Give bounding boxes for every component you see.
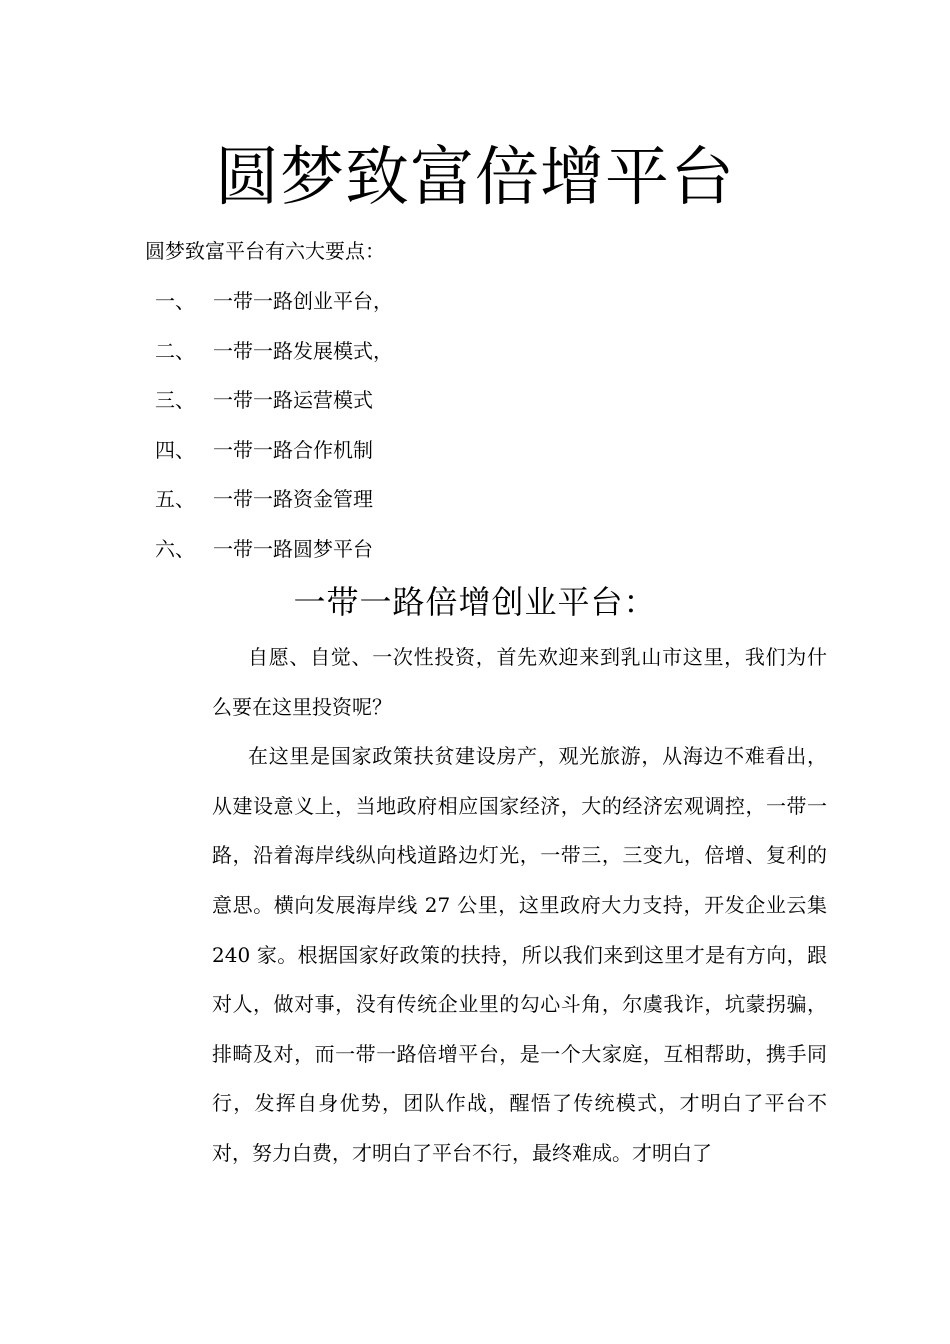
intro-text: 圆梦致富平台有六大要点：	[145, 239, 385, 263]
list-item-number: 五、	[155, 487, 195, 512]
document-title: 圆梦致富倍增平台	[215, 141, 735, 215]
list-item-text: 一带一路运营模式	[213, 388, 373, 413]
list-item	[155, 435, 393, 485]
list-item	[155, 534, 393, 584]
body-text	[212, 633, 827, 1179]
list-item-number: 二、	[155, 338, 195, 363]
list-item-text: 一带一路创业平台，	[213, 289, 393, 313]
list-item	[155, 484, 393, 534]
list-item-text: 一带一路资金管理	[213, 487, 373, 512]
list-item-number: 一、	[155, 289, 195, 313]
list-item-text: 一带一路发展模式，	[213, 338, 393, 363]
section-heading: 一带一路倍增创业平台：	[293, 583, 657, 621]
list-item-text: 一带一路圆梦平台	[213, 536, 373, 561]
paragraph: 自愿、自觉、一次性投资，首先欢迎来到乳山市这里，我们为什么要在这里投资呢？	[212, 645, 827, 719]
list-item	[155, 385, 393, 435]
list-item	[155, 286, 393, 336]
paragraph: 在这里是国家政策扶贫建设房产，观光旅游，从海边不难看出，从建设意义上，当地政府相应国家经济，大的经济宏观调控，一带一路，沿着海岸线纵向栈道路边灯光，一带三，三变九，倍增、复利的意思。横向发展海岸线 27 公里，这里政府大力支持，开发企业云集 240 家。根据国家好政策的扶持，所以我们来到这里才是有方向，跟对人，做对事，没有传统企业里的勾心斗角，尔虞我诈，坑蒙拐骗，排畸及对，而一带一路倍增平台，是一个大家庭，互相帮助，携手同行，发挥自身优势，团队作战，醒悟了传统模式，才明白了平台不对，努力白费，才明白了平台不行，最终难成。才明白了	[212, 744, 827, 1165]
list-item-number: 三、	[155, 388, 195, 413]
list-item	[155, 336, 393, 386]
list-item-text: 一带一路合作机制	[213, 437, 373, 462]
list-item-number: 六、	[155, 536, 195, 561]
list-item-number: 四、	[155, 437, 195, 462]
key-points-list	[155, 286, 393, 584]
